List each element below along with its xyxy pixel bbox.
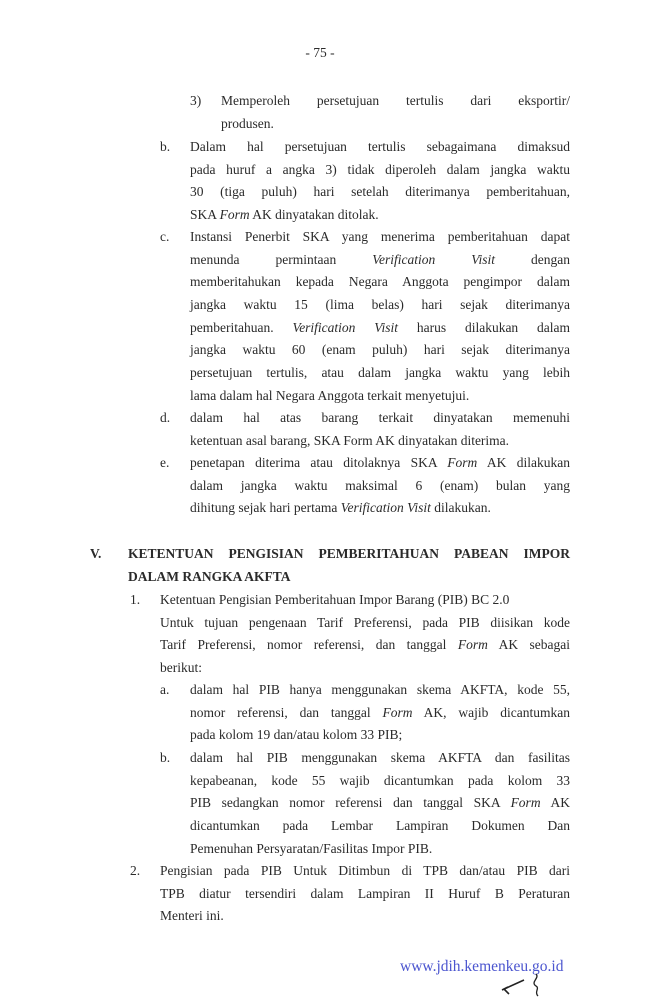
text-line — [221, 113, 274, 135]
text-line — [160, 905, 224, 927]
text-segment: produsen. — [221, 115, 274, 131]
text-line — [190, 181, 570, 203]
text-line — [190, 747, 570, 769]
text-segment: DALAM RANGKA AKFTA — [128, 568, 291, 584]
list-marker: d. — [160, 410, 171, 425]
text-line — [190, 702, 570, 724]
text-segment: KETENTUAN PENGISIAN PEMBERITAHUAN PABEAN IMPOR — [128, 546, 570, 561]
text-line — [190, 452, 570, 474]
text-line — [190, 724, 402, 746]
text-segment: AK dilakukan — [477, 455, 570, 470]
text-line — [160, 883, 570, 905]
text-line — [190, 475, 570, 497]
text-segment: 30 (tiga puluh) hari setelah diterimanya pemberitahuan, — [190, 184, 570, 200]
text-line — [190, 770, 570, 792]
text-segment: AK dinyatakan ditolak. — [249, 206, 379, 222]
text-line — [190, 838, 432, 860]
list-marker: 2. — [130, 863, 141, 878]
italic-term: Form — [457, 637, 488, 653]
text-line — [190, 792, 570, 814]
text-segment: jangka waktu 15 (lima belas) hari sejak diterimanya — [190, 296, 570, 312]
text-line — [190, 159, 570, 181]
text-line — [160, 589, 509, 611]
text-line — [221, 90, 570, 112]
text-line — [128, 566, 291, 588]
text-segment: Ketentuan Pengisian Pemberitahuan Impor Barang (PIB) BC 2.0 — [160, 592, 510, 607]
text-segment: dalam hal PIB hanya menggunakan skema AKFTA, kode 55, — [190, 682, 570, 697]
list-marker: 1. — [130, 592, 141, 607]
text-segment: dengan — [495, 251, 570, 267]
list-marker: e. — [160, 455, 170, 470]
text-segment: lama dalam hal Negara Anggota terkait menyetujui. — [190, 387, 470, 403]
italic-term: Verification Visit — [340, 500, 431, 516]
text-segment: dalam hal PIB menggunakan skema AKFTA dan fasilitas — [190, 750, 570, 765]
list-marker: V. — [90, 546, 102, 561]
list-marker: a. — [160, 682, 170, 697]
text-line — [190, 385, 469, 407]
text-segment: TPB diatur tersendiri dalam Lampiran II Huruf B Peraturan — [160, 885, 570, 901]
text-segment: Pengisian pada PIB Untuk Ditimbun di TPB dan/atau PIB dari — [160, 863, 570, 878]
text-line — [190, 136, 570, 158]
paraf-signature-icon — [500, 972, 560, 1000]
text-segment: berikut: — [160, 659, 202, 675]
text-segment: Pemenuhan Persyaratan/Fasilitas Impor PIB. — [190, 840, 433, 856]
italic-term: Form — [447, 455, 478, 470]
text-segment: kepabeanan, kode 55 wajib dicantumkan pada kolom 33 — [190, 772, 570, 788]
text-segment: persetujuan tertulis, atau dalam jangka waktu yang lebih — [190, 364, 570, 380]
text-segment: AK, wajib dicantumkan — [412, 704, 570, 720]
text-segment: jangka waktu 60 (enam puluh) hari sejak diterimanya — [190, 342, 570, 358]
text-line — [190, 339, 570, 361]
text-segment: PIB sedangkan nomor referensi dan tanggal SKA — [190, 795, 511, 811]
text-line — [190, 815, 570, 837]
text-segment: Instansi Penerbit SKA yang menerima pemberitahuan dapat — [190, 229, 570, 244]
text-line — [160, 612, 570, 634]
text-segment: Memperoleh persetujuan tertulis dari eksportir/ — [221, 93, 570, 108]
text-segment: ketentuan asal barang, SKA Form AK dinyatakan diterima. — [190, 432, 510, 448]
text-segment: harus dilakukan dalam — [398, 319, 571, 335]
text-line — [190, 271, 570, 293]
italic-term: Form — [510, 795, 541, 811]
text-segment: AK sebagai — [487, 637, 570, 653]
text-line — [190, 430, 509, 452]
italic-term: Form — [219, 206, 250, 222]
italic-term: Verification Visit — [292, 319, 399, 335]
text-line — [190, 317, 570, 339]
text-segment: Dalam hal persetujuan tertulis sebagaimana dimaksud — [190, 139, 570, 154]
text-segment: pemberitahuan. — [190, 319, 293, 335]
list-marker: b. — [160, 750, 171, 765]
text-segment: Tarif Preferensi, nomor referensi, dan tanggal — [160, 637, 458, 653]
list-marker: b. — [160, 139, 171, 154]
text-segment: dalam hal atas barang terkait dinyatakan memenuhi — [190, 410, 570, 425]
text-line — [160, 634, 570, 656]
text-segment: pada huruf a angka 3) tidak diperoleh dalam jangka waktu — [190, 161, 570, 177]
text-line — [160, 657, 202, 679]
text-segment: Menteri ini. — [160, 908, 224, 924]
italic-term: Form — [382, 704, 413, 720]
text-segment: dihitung sejak hari pertama — [190, 500, 341, 516]
text-segment: SKA — [190, 206, 220, 222]
text-line — [190, 497, 491, 519]
text-segment: memberitahukan kepada Negara Anggota pengimpor dalam — [190, 274, 570, 290]
text-segment: dilakukan. — [430, 500, 491, 516]
text-segment: penetapan diterima atau ditolaknya SKA — [190, 455, 448, 470]
list-marker: c. — [160, 229, 170, 244]
text-segment: nomor referensi, dan tanggal — [190, 704, 383, 720]
page-number: - 75 - — [305, 45, 335, 60]
text-segment: AK — [540, 795, 570, 811]
text-segment: dalam jangka waktu maksimal 6 (enam) bulan yang — [190, 477, 570, 493]
text-line — [190, 204, 379, 226]
text-line — [190, 679, 570, 701]
text-line — [128, 543, 570, 565]
text-line — [160, 860, 570, 882]
text-line — [190, 362, 570, 384]
text-segment: menunda permintaan — [190, 251, 373, 267]
text-segment: dicantumkan pada Lembar Lampiran Dokumen Dan — [190, 817, 570, 833]
text-line — [190, 249, 570, 271]
text-line — [190, 226, 570, 248]
text-line — [190, 407, 570, 429]
text-segment: pada kolom 19 dan/atau kolom 33 PIB; — [190, 727, 403, 743]
text-segment: Untuk tujuan pengenaan Tarif Preferensi, pada PIB diisikan kode — [160, 614, 570, 630]
text-line — [190, 294, 570, 316]
footer-url-link[interactable]: www.jdih.kemenkeu.go.id — [400, 958, 564, 975]
italic-term: Verification Visit — [372, 251, 495, 267]
list-marker: 3) — [190, 93, 202, 108]
